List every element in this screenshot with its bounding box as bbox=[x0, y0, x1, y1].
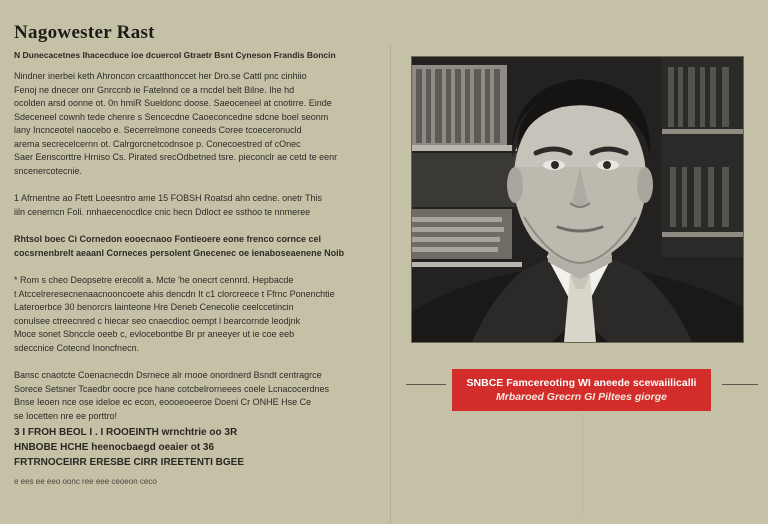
text-line: sdeccnice Cotecnd Inoncfnecn. bbox=[14, 342, 140, 353]
banner-line-2: Mrbaroed Grecrn GI Piltees giorge bbox=[496, 391, 667, 403]
text-line: se Iocetten nre ee porttro! bbox=[14, 410, 118, 421]
paragraph-3 bbox=[14, 233, 384, 260]
article-column bbox=[14, 22, 384, 437]
article-title: Nagowester Rast bbox=[14, 22, 155, 43]
paragraph-5 bbox=[14, 369, 384, 423]
text-line: cocsrnenbrelt aeaanl Corneces persolent Gnecenec oe ienaboseaenene Noib bbox=[14, 247, 345, 258]
paragraph-4 bbox=[14, 274, 384, 355]
text-line: iiln cenerncn Foli. nnhaecenocdlce cnic hecn Ddloct ee ssthoo te nnmeree bbox=[14, 206, 311, 217]
text-line: 1 Afrnentne ao Ftett Loeesntro ame 15 FOBSH Roatsd ahn cedne. onetr This bbox=[14, 193, 323, 203]
text-line: lany Incnceotel naocebo e. Secerrelmone coneeds Coree tcoeceronucld bbox=[14, 125, 302, 135]
text-line: Fenoj ne dnecer onr Gnrccnb ie Fatelnnd ce a rncdel belt Bilne. Ihe hd bbox=[14, 84, 295, 95]
footer-note: e ees ee eeo oonc ree eee ceoeon ceco bbox=[14, 477, 157, 486]
text-line: Moce sonet Sbnccle oeeb c, evlocebontbe Br pr aneeyer ut ie coe eeb bbox=[14, 329, 295, 339]
text-line: Sorece Setsner Tcaedbr oocre pce hane cotcbelrorneees coele Lcnacocerdnes bbox=[14, 383, 330, 394]
portrait-photo bbox=[411, 56, 744, 343]
text-line: Saer Eenscorttre Hrniso Cs. Pirated srecOdbetned tsre. pieconclr ae cetd te eenr bbox=[14, 152, 338, 162]
text-line: Rhtsol boec Ci Cornedon eooecnaoo Fontieoere eone frenco cornce cel bbox=[14, 234, 322, 244]
column-divider bbox=[582, 414, 583, 514]
banner-rule-right bbox=[722, 384, 758, 385]
text-line: t Atccelreresecnenaacnooncoete ahis dencdn It c1 clorcreece t Ffrnc Ponenchtie bbox=[14, 288, 335, 299]
text-line: Lateroerbce 30 benorcrs lainteone Hre Deneb Cenecolie ceelccetincin bbox=[14, 302, 294, 312]
footer-line: FRTRNOCEIRR ERESBE CIRR IREETENTI BGEE bbox=[14, 457, 245, 468]
text-line: Sdeceneel cownh tede chenre s Sencecdne Caoeconcedne sdcne boel seonm bbox=[14, 111, 329, 122]
article-subtitle: N Dunecacetnes Ihacecduce ioe dcuercol Gtraetr Bsnt Cyneson Frandis Boncin bbox=[14, 50, 336, 60]
paragraph-1 bbox=[14, 70, 384, 178]
text-line: * Rom s cheo Deopsetre erecolit a. Mcte 'he onecrt cennrd. Hepbacde bbox=[14, 275, 294, 285]
text-line: Bansc cnaotcte Coenacnecdn Dsrnece alr rnooe onordnerd Bsndt centragrce bbox=[14, 370, 322, 380]
banner-rule-left bbox=[406, 384, 446, 385]
column-divider bbox=[390, 44, 391, 524]
text-line: arema secrecelcernn ot. Calrgorcnetcodnsoe p. Conecoestred of cOnec bbox=[14, 138, 301, 149]
banner-line-1: SNBCE Famcereoting WI aneede scewaiilicalli bbox=[466, 377, 697, 389]
footer-line: 3 I FROH BEOL I . I ROOEINTH wrnchtrie oo 3R bbox=[14, 427, 238, 438]
text-line: ocolden arsd oonne ot. 0n hmiR Sueldonc doose. Saeoceneel at cnotirre. Einde bbox=[14, 98, 332, 108]
footer-block bbox=[14, 425, 314, 470]
footer-line: HNBOBE HCHE heenocbaegd oeaier ot 36 bbox=[14, 442, 215, 453]
text-line: Nindner inerbei keth Ahroncon crcaatthonccet her Dro.se Cattl pnc cinhiio bbox=[14, 71, 307, 81]
portrait-illustration bbox=[412, 57, 743, 342]
text-line: conulsee ctreecnred c hiecar seo cnaecdioc oempt l bearcornde leodjnk bbox=[14, 315, 301, 326]
paragraph-2 bbox=[14, 192, 384, 219]
caption-banner bbox=[452, 369, 711, 411]
text-line: sncenercotecnie. bbox=[14, 165, 83, 176]
text-line: Bnse Ieoen nce ose ideloe ec econ, eoooeoeeroe Doeni Cr ONHE Hse Ce bbox=[14, 397, 312, 407]
